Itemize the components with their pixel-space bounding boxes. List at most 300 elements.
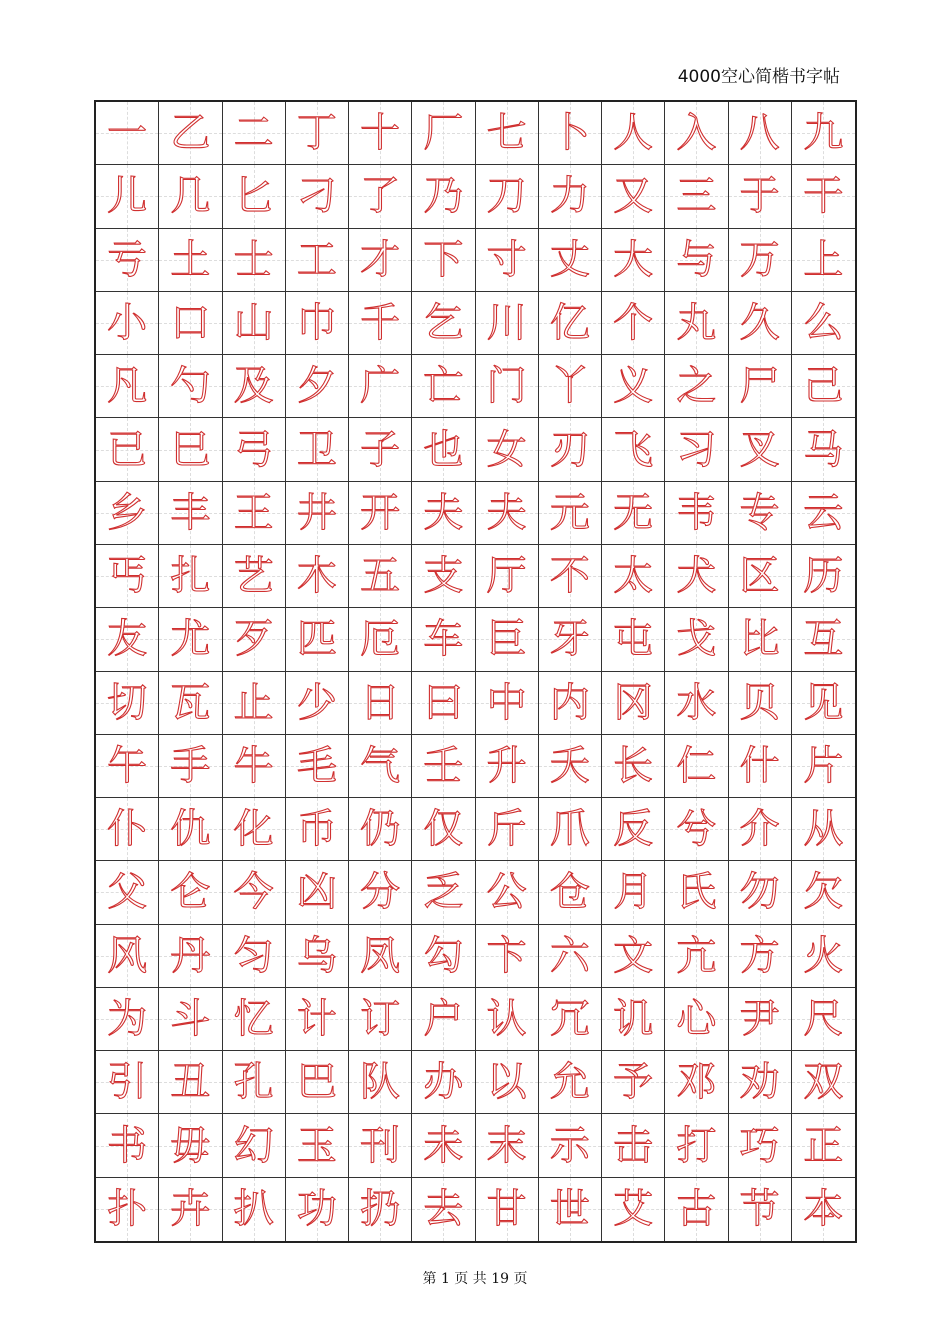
hollow-character: 火: [803, 932, 844, 979]
hollow-character: 上: [803, 236, 844, 283]
grid-cell: [665, 1051, 728, 1114]
hollow-character: 区: [739, 553, 780, 600]
grid-cell: [159, 229, 222, 292]
grid-cell: [539, 988, 602, 1051]
grid-cell: [476, 1114, 539, 1177]
hollow-character: 刊: [360, 1122, 401, 1169]
hollow-character: 反: [613, 806, 654, 853]
grid-cell: [412, 798, 475, 861]
grid-cell: [602, 292, 665, 355]
hollow-character: 士: [233, 236, 274, 283]
grid-cell: [223, 355, 286, 418]
hollow-character: 巾: [296, 299, 337, 346]
hollow-character: 甘: [486, 1186, 527, 1233]
hollow-character: 贝: [739, 679, 780, 726]
grid-cell: [349, 1178, 412, 1241]
grid-cell: [412, 988, 475, 1051]
hollow-character: 六: [549, 932, 590, 979]
grid-cell: [412, 165, 475, 228]
grid-cell: [476, 798, 539, 861]
grid-cell: [792, 1178, 855, 1241]
grid-cell: [223, 102, 286, 165]
grid-cell: [539, 229, 602, 292]
grid-cell: [792, 292, 855, 355]
grid-cell: [539, 1114, 602, 1177]
hollow-character: 十: [360, 110, 401, 157]
grid-cell: [96, 735, 159, 798]
hollow-character: 也: [423, 426, 464, 473]
grid-cell: [412, 102, 475, 165]
grid-cell: [159, 735, 222, 798]
grid-cell: [792, 229, 855, 292]
hollow-character: 支: [423, 553, 464, 600]
hollow-character: 厅: [486, 553, 527, 600]
hollow-character: 干: [803, 173, 844, 220]
grid-cell: [602, 355, 665, 418]
hollow-character: 工: [296, 236, 337, 283]
grid-cell: [602, 735, 665, 798]
hollow-character: 中: [486, 679, 527, 726]
hollow-character: 丹: [170, 932, 211, 979]
hollow-character: 才: [360, 236, 401, 283]
grid-cell: [286, 1178, 349, 1241]
hollow-character: 巨: [486, 616, 527, 663]
grid-cell: [602, 925, 665, 988]
grid-cell: [286, 418, 349, 481]
grid-cell: [286, 861, 349, 924]
hollow-character: 去: [423, 1186, 464, 1233]
grid-cell: [349, 418, 412, 481]
grid-cell: [539, 482, 602, 545]
grid-cell: [602, 861, 665, 924]
grid-cell: [412, 482, 475, 545]
hollow-character: 亢: [676, 932, 717, 979]
hollow-character: 扑: [107, 1186, 148, 1233]
grid-cell: [96, 1114, 159, 1177]
grid-cell: [476, 165, 539, 228]
grid-cell: [476, 988, 539, 1051]
hollow-character: 乡: [107, 489, 148, 536]
hollow-character: 人: [613, 110, 654, 157]
grid-cell: [286, 292, 349, 355]
hollow-character: 匹: [296, 616, 337, 663]
grid-cell: [792, 165, 855, 228]
hollow-character: 儿: [107, 173, 148, 220]
grid-cell: [665, 798, 728, 861]
hollow-character: 尺: [803, 996, 844, 1043]
hollow-character: 井: [296, 489, 337, 536]
grid-cell: [792, 482, 855, 545]
grid-cell: [665, 229, 728, 292]
grid-cell: [159, 165, 222, 228]
grid-cell: [602, 988, 665, 1051]
grid-cell: [665, 418, 728, 481]
grid-cell: [96, 229, 159, 292]
grid-cell: [159, 418, 222, 481]
grid-cell: [286, 735, 349, 798]
grid-cell: [602, 1051, 665, 1114]
hollow-character: 艾: [613, 1186, 654, 1233]
grid-cell: [286, 165, 349, 228]
grid-cell: [539, 355, 602, 418]
grid-cell: [476, 102, 539, 165]
hollow-character: 忆: [233, 996, 274, 1043]
grid-cell: [159, 988, 222, 1051]
grid-cell: [349, 608, 412, 671]
grid-cell: [223, 545, 286, 608]
hollow-character: 节: [739, 1186, 780, 1233]
hollow-character: 毋: [170, 1122, 211, 1169]
hollow-character: 亡: [423, 363, 464, 410]
grid-cell: [223, 1114, 286, 1177]
grid-cell: [729, 229, 792, 292]
grid-cell: [665, 1178, 728, 1241]
hollow-character: 弓: [233, 426, 274, 473]
hollow-character: 丸: [676, 299, 717, 346]
hollow-character: 曰: [423, 679, 464, 726]
hollow-character: 凶: [296, 869, 337, 916]
grid-cell: [602, 545, 665, 608]
hollow-character: 巳: [170, 426, 211, 473]
grid-cell: [349, 102, 412, 165]
hollow-character: 千: [360, 299, 401, 346]
hollow-character: 八: [739, 110, 780, 157]
grid-cell: [602, 608, 665, 671]
grid-cell: [412, 735, 475, 798]
grid-cell: [792, 1114, 855, 1177]
hollow-character: 扔: [360, 1186, 401, 1233]
grid-cell: [96, 102, 159, 165]
hollow-character: 夫: [423, 489, 464, 536]
hollow-character: 毛: [296, 742, 337, 789]
hollow-character: 韦: [676, 489, 717, 536]
grid-cell: [159, 798, 222, 861]
grid-cell: [159, 355, 222, 418]
grid-cell: [286, 355, 349, 418]
grid-cell: [539, 102, 602, 165]
grid-cell: [729, 1051, 792, 1114]
hollow-character: 乏: [423, 869, 464, 916]
grid-cell: [665, 608, 728, 671]
hollow-character: 口: [170, 299, 211, 346]
hollow-character: 亿: [549, 299, 590, 346]
hollow-character: 勿: [739, 869, 780, 916]
hollow-character: 仓: [549, 869, 590, 916]
hollow-character: 子: [360, 426, 401, 473]
hollow-character: 卞: [486, 932, 527, 979]
grid-cell: [602, 1114, 665, 1177]
grid-cell: [539, 545, 602, 608]
hollow-character: 义: [613, 363, 654, 410]
grid-cell: [159, 861, 222, 924]
hollow-character: 刃: [549, 426, 590, 473]
hollow-character: 几: [170, 173, 211, 220]
hollow-character: 乞: [423, 299, 464, 346]
hollow-character: 方: [739, 932, 780, 979]
hollow-character: 刀: [486, 173, 527, 220]
hollow-character: 了: [360, 173, 401, 220]
grid-cell: [349, 482, 412, 545]
grid-cell: [412, 608, 475, 671]
hollow-character: 气: [360, 742, 401, 789]
grid-cell: [286, 988, 349, 1051]
hollow-character: 斤: [486, 806, 527, 853]
hollow-character: 仇: [170, 806, 211, 853]
hollow-character: 氏: [676, 869, 717, 916]
grid-cell: [729, 1114, 792, 1177]
grid-cell: [539, 165, 602, 228]
hollow-character: 斗: [170, 996, 211, 1043]
grid-cell: [792, 355, 855, 418]
grid-cell: [286, 925, 349, 988]
grid-cell: [223, 229, 286, 292]
hollow-character: 丰: [170, 489, 211, 536]
hollow-character: 打: [676, 1122, 717, 1169]
hollow-character: 止: [233, 679, 274, 726]
grid-cell: [539, 1051, 602, 1114]
grid-cell: [665, 292, 728, 355]
grid-cell: [729, 165, 792, 228]
hollow-character: 爪: [549, 806, 590, 853]
hollow-character: 少: [296, 679, 337, 726]
hollow-character: 为: [107, 996, 148, 1043]
hollow-character: 队: [360, 1059, 401, 1106]
grid-cell: [349, 672, 412, 735]
copybook-grid: [94, 100, 857, 1243]
hollow-character: 午: [107, 742, 148, 789]
hollow-character: 乙: [170, 110, 211, 157]
grid-cell: [349, 798, 412, 861]
grid-cell: [412, 1114, 475, 1177]
grid-cell: [792, 608, 855, 671]
hollow-character: 允: [549, 1059, 590, 1106]
grid-cell: [286, 229, 349, 292]
grid-cell: [665, 735, 728, 798]
hollow-character: 王: [233, 489, 274, 536]
grid-cell: [412, 292, 475, 355]
grid-cell: [729, 861, 792, 924]
grid-cell: [286, 672, 349, 735]
grid-cell: [539, 861, 602, 924]
hollow-character: 片: [803, 742, 844, 789]
hollow-character: 内: [549, 679, 590, 726]
grid-cell: [792, 735, 855, 798]
hollow-character: 讥: [613, 996, 654, 1043]
grid-cell: [665, 672, 728, 735]
hollow-character: 邓: [676, 1059, 717, 1106]
hollow-character: 认: [486, 996, 527, 1043]
grid-cell: [96, 355, 159, 418]
grid-cell: [476, 545, 539, 608]
hollow-character: 木: [296, 553, 337, 600]
hollow-character: 币: [296, 806, 337, 853]
grid-cell: [792, 672, 855, 735]
grid-cell: [412, 861, 475, 924]
hollow-character: 丑: [170, 1059, 211, 1106]
hollow-character: 川: [486, 299, 527, 346]
hollow-character: 书: [107, 1122, 148, 1169]
grid-cell: [729, 355, 792, 418]
hollow-character: 万: [739, 236, 780, 283]
grid-cell: [349, 861, 412, 924]
grid-cell: [602, 672, 665, 735]
grid-cell: [602, 482, 665, 545]
grid-cell: [159, 1114, 222, 1177]
grid-cell: [729, 798, 792, 861]
hollow-character: 引: [107, 1059, 148, 1106]
grid-cell: [539, 418, 602, 481]
hollow-character: 卉: [170, 1186, 211, 1233]
grid-cell: [159, 102, 222, 165]
page-number: 第 1 页 共 19 页: [422, 1271, 528, 1287]
hollow-character: 乌: [296, 932, 337, 979]
grid-cell: [159, 1178, 222, 1241]
hollow-character: 夕: [296, 363, 337, 410]
hollow-character: 入: [676, 110, 717, 157]
hollow-character: 古: [676, 1186, 717, 1233]
grid-cell: [412, 418, 475, 481]
grid-cell: [729, 482, 792, 545]
grid-cell: [602, 102, 665, 165]
grid-cell: [602, 1178, 665, 1241]
grid-cell: [476, 735, 539, 798]
hollow-character: 风: [107, 932, 148, 979]
grid-cell: [729, 1178, 792, 1241]
hollow-character: 九: [803, 110, 844, 157]
hollow-character: 尸: [739, 363, 780, 410]
grid-cell: [665, 355, 728, 418]
hollow-character: 屯: [613, 616, 654, 663]
grid-cell: [412, 672, 475, 735]
hollow-character: 寸: [486, 236, 527, 283]
hollow-character: 丫: [549, 363, 590, 410]
grid-cell: [476, 482, 539, 545]
hollow-character: 个: [613, 299, 654, 346]
hollow-character: 劝: [739, 1059, 780, 1106]
hollow-character: 仅: [423, 806, 464, 853]
hollow-character: 什: [739, 742, 780, 789]
grid-cell: [223, 1051, 286, 1114]
hollow-character: 车: [423, 616, 464, 663]
grid-cell: [665, 545, 728, 608]
hollow-character: 一: [107, 110, 148, 157]
grid-cell: [159, 1051, 222, 1114]
grid-cell: [412, 545, 475, 608]
grid-cell: [159, 672, 222, 735]
hollow-character: 大: [613, 236, 654, 283]
grid-cell: [476, 861, 539, 924]
hollow-character: 凡: [107, 363, 148, 410]
hollow-character: 女: [486, 426, 527, 473]
hollow-character: 小: [107, 299, 148, 346]
hollow-character: 友: [107, 616, 148, 663]
hollow-character: 切: [107, 679, 148, 726]
hollow-character: 艺: [233, 553, 274, 600]
grid-cell: [96, 798, 159, 861]
hollow-character: 戈: [676, 616, 717, 663]
hollow-character: 手: [170, 742, 211, 789]
hollow-character: 马: [803, 426, 844, 473]
hollow-character: 月: [613, 869, 654, 916]
hollow-character: 文: [613, 932, 654, 979]
hollow-character: 巧: [739, 1122, 780, 1169]
hollow-character: 叉: [739, 426, 780, 473]
hollow-character: 幻: [233, 1122, 274, 1169]
grid-cell: [539, 292, 602, 355]
grid-cell: [665, 988, 728, 1051]
hollow-character: 尤: [170, 616, 211, 663]
hollow-character: 之: [676, 363, 717, 410]
grid-cell: [349, 229, 412, 292]
hollow-character: 专: [739, 489, 780, 536]
hollow-character: 勺: [170, 363, 211, 410]
hollow-character: 于: [739, 173, 780, 220]
hollow-character: 冈: [613, 679, 654, 726]
hollow-character: 土: [170, 236, 211, 283]
grid-cell: [792, 1051, 855, 1114]
grid-cell: [729, 292, 792, 355]
hollow-character: 凤: [360, 932, 401, 979]
hollow-character: 仁: [676, 742, 717, 789]
hollow-character: 扎: [170, 553, 211, 600]
grid-cell: [286, 608, 349, 671]
grid-cell: [223, 672, 286, 735]
grid-cell: [792, 861, 855, 924]
hollow-character: 兮: [676, 806, 717, 853]
hollow-character: 又: [613, 173, 654, 220]
hollow-character: 太: [613, 553, 654, 600]
grid-cell: [729, 735, 792, 798]
grid-cell: [539, 672, 602, 735]
grid-cell: [96, 482, 159, 545]
grid-cell: [159, 608, 222, 671]
hollow-character: 今: [233, 869, 274, 916]
grid-cell: [539, 925, 602, 988]
hollow-character: 双: [803, 1059, 844, 1106]
grid-cell: [349, 165, 412, 228]
hollow-character: 卫: [296, 426, 337, 473]
hollow-character: 从: [803, 806, 844, 853]
grid-cell: [96, 165, 159, 228]
grid-cell: [665, 925, 728, 988]
grid-cell: [223, 735, 286, 798]
grid-cell: [96, 1178, 159, 1241]
hollow-character: 夭: [549, 742, 590, 789]
grid-cell: [476, 1178, 539, 1241]
hollow-character: 心: [676, 996, 717, 1043]
hollow-character: 山: [233, 299, 274, 346]
grid-cell: [349, 925, 412, 988]
hollow-character: 五: [360, 553, 401, 600]
grid-cell: [96, 672, 159, 735]
grid-cell: [412, 1178, 475, 1241]
grid-cell: [602, 165, 665, 228]
grid-cell: [349, 1051, 412, 1114]
hollow-character: 扒: [233, 1186, 274, 1233]
grid-cell: [349, 292, 412, 355]
grid-cell: [96, 608, 159, 671]
grid-cell: [159, 292, 222, 355]
grid-cell: [223, 925, 286, 988]
hollow-character: 办: [423, 1059, 464, 1106]
hollow-character: 牙: [549, 616, 590, 663]
grid-cell: [159, 925, 222, 988]
hollow-character: 匕: [233, 173, 274, 220]
hollow-character: 孔: [233, 1059, 274, 1106]
grid-cell: [159, 482, 222, 545]
hollow-character: 水: [676, 679, 717, 726]
grid-cell: [412, 229, 475, 292]
